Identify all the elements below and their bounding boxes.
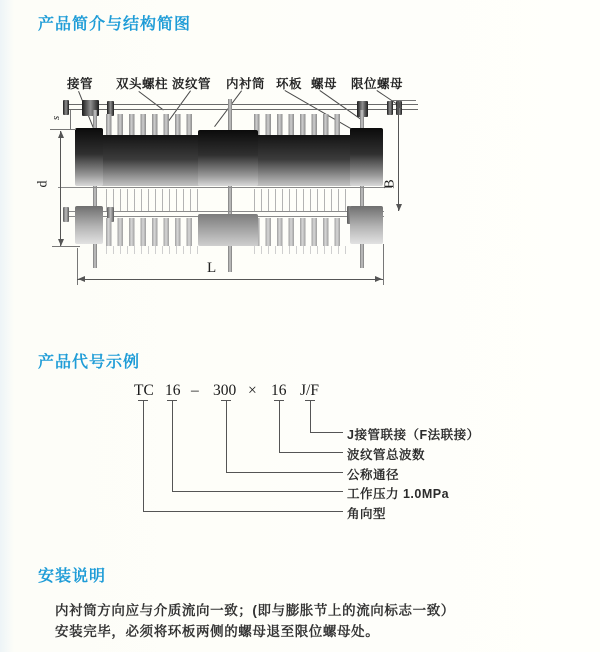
bellows-fins-top-right <box>254 114 346 136</box>
code-seg-dash: – <box>191 382 199 399</box>
end-collar-right-lower <box>350 206 383 244</box>
code-line-v-type <box>143 400 144 511</box>
code-seg-type: TC <box>134 382 154 399</box>
dim-l-arrow-left <box>78 276 85 282</box>
nut-top-left-outer <box>63 100 69 115</box>
code-line-v-waves <box>279 400 280 452</box>
section-title-code: 产品代号示例 <box>38 354 141 371</box>
part-label-stud: 双头螺柱 <box>116 77 169 91</box>
dim-b-arrow-bottom <box>396 204 402 211</box>
code-line-h-diameter <box>226 472 343 473</box>
part-label-ring-plate: 环板 <box>276 77 303 91</box>
part-label-limit-nut: 限位螺母 <box>351 77 404 91</box>
code-line-h-type <box>143 511 343 512</box>
nut-bottom-left-outer <box>63 207 69 222</box>
section-title-intro: 产品简介与结构简图 <box>38 16 192 33</box>
bellows-wire-lower-right <box>254 189 346 211</box>
center-axis-line <box>58 187 392 188</box>
code-line-v-connection <box>310 400 311 432</box>
install-line-2: 安装完毕，必须将环板两侧的螺母退至限位螺母处。 <box>55 624 380 639</box>
end-collar-left <box>75 128 103 186</box>
code-seg-waves: 16 <box>271 382 287 399</box>
dim-l-arrow-right <box>375 276 382 282</box>
bellows-fins-bottom-right <box>254 218 346 246</box>
dim-b-line <box>398 101 399 211</box>
callout-waves: 波纹管总波数 <box>347 448 426 462</box>
center-liner-lower <box>198 214 258 246</box>
callout-diameter: 公称通径 <box>347 468 400 482</box>
wire-tail-left <box>106 246 198 254</box>
limit-nut-top-1 <box>387 101 393 115</box>
dim-d-ext-line <box>52 246 80 247</box>
dim-label-d: d <box>35 180 51 188</box>
install-line-1: 内衬筒方向应与介质流向一致；(即与膨胀节上的流向标志一致） <box>55 603 455 618</box>
code-line-h-connection <box>310 432 343 433</box>
part-label-liner: 内衬筒 <box>226 77 266 91</box>
dim-s-line <box>70 110 71 129</box>
section-title-install: 安装说明 <box>38 568 107 585</box>
code-line-v-diameter <box>226 400 227 472</box>
center-liner-section <box>198 130 258 186</box>
dim-label-s: s <box>50 115 63 121</box>
code-seg-diameter: 300 <box>213 382 237 399</box>
dim-label-b: B <box>382 179 398 189</box>
dim-l-ext-right <box>383 244 384 285</box>
code-seg-times: × <box>248 382 257 399</box>
dim-label-l: L <box>207 260 217 276</box>
part-label-bellows: 波纹管 <box>172 77 212 91</box>
part-label-nut: 螺母 <box>311 77 338 91</box>
leader-line-stud <box>138 91 163 110</box>
code-line-h-pressure <box>172 491 343 492</box>
bellows-fins-bottom-left <box>106 218 198 246</box>
code-line-v-pressure <box>172 400 173 491</box>
bellows-fins-top-left <box>106 114 198 136</box>
dim-d-arrow-top <box>58 131 64 138</box>
dim-d-arrow-bottom <box>58 239 64 246</box>
dim-l-line <box>77 279 383 280</box>
end-collar-left-lower <box>75 206 103 244</box>
dim-s-ext-line <box>50 129 76 130</box>
code-line-h-waves <box>279 452 343 453</box>
product-code-example <box>0 340 600 540</box>
bellows-wire-lower-left <box>106 189 198 211</box>
dim-d-line <box>60 131 61 246</box>
wire-tail-right <box>254 246 346 254</box>
callout-type: 角向型 <box>347 507 387 521</box>
code-seg-connection: J/F <box>300 382 319 399</box>
part-label-pipe: 接管 <box>67 77 94 91</box>
callout-connection: J接管联接（F法联接） <box>347 428 480 442</box>
dim-b-arrow-top <box>396 101 402 108</box>
end-collar-right <box>350 128 383 186</box>
code-seg-pressure: 16 <box>165 382 181 399</box>
callout-pressure: 工作压力 1.0MPa <box>347 487 450 501</box>
